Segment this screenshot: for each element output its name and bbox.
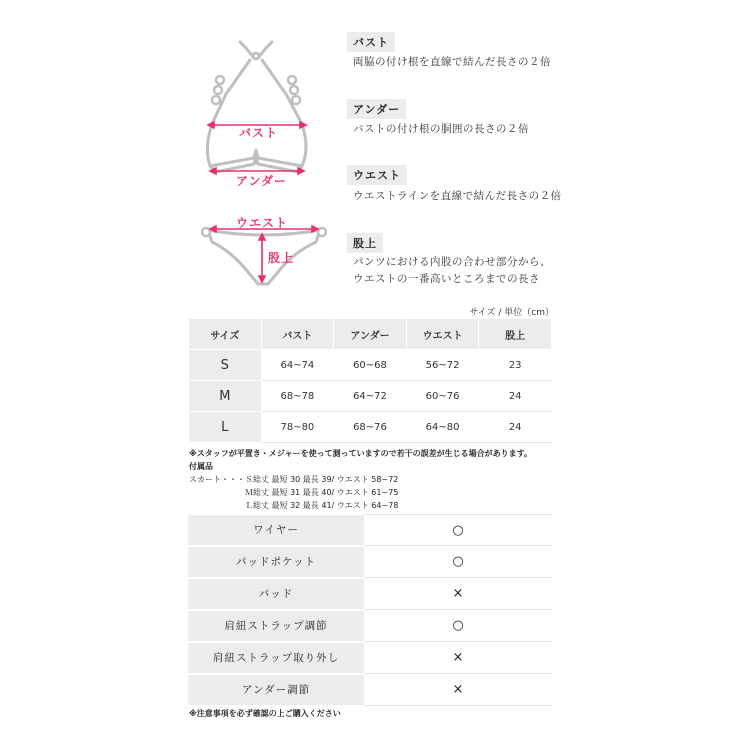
size-label: M (189, 381, 262, 412)
cell-bust: 78~80 (261, 412, 334, 443)
feature-name: ワイヤー (188, 515, 364, 546)
cell-waist: 60~76 (406, 381, 479, 412)
feature-row (188, 674, 552, 706)
header-rise: 股上 (479, 319, 552, 350)
feature-name: パッドポケット (188, 546, 364, 578)
feature-value: ○ (364, 515, 552, 546)
table-row (189, 381, 552, 412)
size-table-caption: サイズ / 単位（cm） (469, 308, 554, 318)
cell-rise: 24 (479, 412, 552, 443)
skirt-line-l: Ｌ総丈 最短 32 最長 41/ ウエスト 64~78 (189, 501, 399, 510)
feature-value: ○ (364, 610, 552, 642)
measurement-bust-desc: 両脇の付け根を直線で結んだ長さの２倍 (353, 56, 551, 68)
size-table-header-row (189, 319, 552, 350)
header-under: アンダー (334, 319, 407, 350)
feature-row (188, 610, 552, 642)
diagram-under-label: アンダー (236, 174, 288, 188)
size-label: S (189, 350, 262, 381)
size-label: L (189, 412, 262, 443)
diagram-rise-label: 股上 (268, 251, 295, 265)
measurement-rise-tag: 股上 (347, 233, 383, 253)
size-table (188, 318, 552, 443)
diagram-waist-label: ウエスト (236, 216, 289, 230)
measurement-under-tag: アンダー (347, 99, 406, 119)
cell-rise: 24 (479, 381, 552, 412)
feature-row (188, 642, 552, 674)
cell-under: 68~76 (334, 412, 407, 443)
cell-bust: 68~78 (261, 381, 334, 412)
feature-name: 肩紐ストラップ調節 (188, 610, 364, 642)
cell-under: 64~72 (334, 381, 407, 412)
feature-value: × (364, 578, 552, 610)
skirt-line-m: Ｍ総丈 最短 31 最長 40/ ウエスト 61~75 (189, 488, 399, 497)
feature-name: 肩紐ストラップ取り外し (188, 642, 364, 674)
accessory-title: 付属品 (189, 462, 213, 471)
feature-row (188, 515, 552, 546)
table-row (189, 350, 552, 381)
feature-value: × (364, 674, 552, 706)
measurement-rise-desc-line1: パンツにおける内股の合わせ部分から、 (353, 256, 551, 268)
feature-row (188, 546, 552, 578)
header-size: サイズ (189, 319, 262, 350)
measurement-under-desc: バストの付け根の胴囲の長さの２倍 (353, 123, 529, 135)
skirt-line-s: スカート・・・Ｓ総丈 最短 30 最長 39/ ウエスト 58~72 (189, 475, 399, 484)
table-row (189, 412, 552, 443)
feature-name: アンダー調節 (188, 674, 364, 706)
cell-under: 60~68 (334, 350, 407, 381)
feature-value: ○ (364, 546, 552, 578)
bikini-top-diagram (196, 38, 326, 188)
measurement-bust-tag: バスト (347, 32, 395, 52)
measurement-rise-desc-line2: ウエストの一番高いところまでの長さ (353, 273, 540, 285)
purchase-footnote: ※注意事項を必ず確認の上ご購入ください (189, 709, 341, 718)
measurement-waist-desc: ウエストラインを直線で結んだ長さの２倍 (353, 190, 562, 202)
feature-value: × (364, 642, 552, 674)
cell-rise: 23 (479, 350, 552, 381)
measurement-waist-tag: ウエスト (347, 165, 407, 185)
staff-note: ※スタッフが平置き・メジャーを使って測っていますので若干の誤差が生じる場合があります。 (189, 449, 532, 458)
feature-table (188, 514, 552, 707)
feature-row (188, 578, 552, 610)
cell-waist: 64~80 (406, 412, 479, 443)
feature-name: パッド (188, 578, 364, 610)
header-bust: バスト (261, 319, 334, 350)
diagram-bust-label: バスト (239, 126, 279, 140)
header-waist: ウエスト (406, 319, 479, 350)
cell-bust: 64~74 (261, 350, 334, 381)
cell-waist: 56~72 (406, 350, 479, 381)
